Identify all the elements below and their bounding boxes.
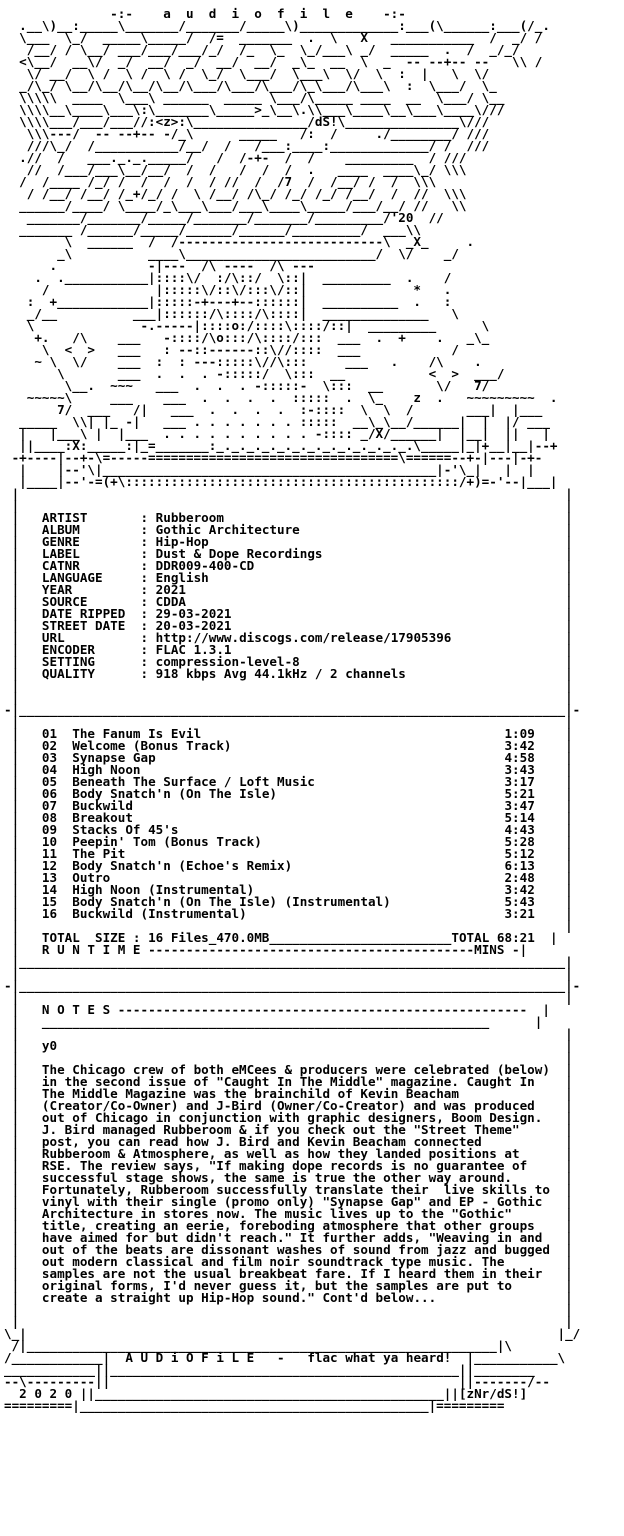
- footer-tagline: flac what ya heard!: [307, 1350, 452, 1365]
- info-label: GENRE: [41, 534, 80, 549]
- info-value-setting: compression-level-8: [155, 654, 300, 669]
- ascii-art-line: _/__ ___|::::::/\::::/\::::| ______________ \: [4, 306, 459, 321]
- info-value-encoder: FLAC 1.3.1: [155, 642, 232, 657]
- track-title: Body Snatch'n (On The Isle): [72, 786, 277, 801]
- info-value-genre: Hip-Hop: [155, 534, 209, 549]
- track-duration: 3:42: [504, 738, 535, 753]
- runtime-label: R U N T I M E: [41, 942, 141, 957]
- track-title: The Pit: [72, 846, 126, 861]
- total-size: 16 Files_470.0MB: [148, 930, 270, 945]
- track-number: 16: [41, 906, 58, 921]
- track-duration: 3:21: [504, 906, 535, 921]
- ascii-art-line: _/\_/ \__/\__/\__/\__/\___/\___/\___/\_\___/\___\ : \___/ \_: [4, 78, 497, 93]
- track-duration: 2:48: [504, 870, 535, 885]
- info-value-street-date: 20-03-2021: [155, 618, 232, 633]
- track-duration: 3:43: [504, 762, 535, 777]
- ascii-art-line: \ ___ . . . -:::::/ \::: __ < > ___/: [4, 366, 505, 381]
- track-number: 08: [41, 810, 58, 825]
- notes-line: create a straight up Hip-Hop sound." Cont'd below...: [41, 1290, 437, 1305]
- ascii-art-line: +. /\ ___ -::::/\o:::/\::::/::: ___ . + . _\_: [4, 330, 490, 345]
- notes-heading: N O T E S: [41, 1002, 111, 1017]
- ascii-art-line: : +____________|:::::-+---+--::::::| __________ . :: [4, 294, 452, 309]
- total-time: 68:21: [496, 930, 535, 945]
- notes-line: Rubberoom & Atmosphere, as well as how they landed positions at: [41, 1146, 520, 1161]
- ascii-art-line: ______/____/ \____/_\___\___/___\____\_____/___/__/ // \\: [4, 198, 467, 213]
- ascii-art-line: _\ ____\_________________________/ \/ _/: [4, 246, 459, 261]
- info-value-year: 2021: [155, 582, 187, 597]
- track-title: Beneath The Surface / Loft Music: [72, 774, 315, 789]
- total-size-label: TOTAL SIZE: [41, 930, 126, 945]
- info-label: SOURCE: [41, 594, 88, 609]
- info-value-source: CDDA: [155, 594, 187, 609]
- info-value-album: Gothic Architecture: [155, 522, 300, 537]
- ascii-art-line: ///\_/ /___________/__/ / /___:____:_____________/ / ///: [4, 138, 490, 153]
- ascii-art-line: / |:::::\/::\/:::\/::| * .: [4, 282, 452, 297]
- track-title: High Noon: [72, 762, 141, 777]
- ascii-art-line: \ ______ / /---------------------------\ _X_ .: [4, 234, 475, 249]
- track-title: Synapse Gap: [72, 750, 156, 765]
- info-value-artist: Rubberoom: [155, 510, 224, 525]
- track-number: 15: [41, 894, 58, 909]
- track-title: Welcome (Bonus Track): [72, 738, 232, 753]
- ascii-art-line: \/ __/ \ / \ / \ / \_/ \___/ \___\ \/ \ : | \ \/: [4, 66, 490, 81]
- track-duration: 6:13: [504, 858, 535, 873]
- track-title: Buckwild (Instrumental): [72, 906, 247, 921]
- ascii-art-line: \\\\__\____\___\:\_______\_____>_\__\.\\___\____\__\___\____\///: [4, 102, 505, 117]
- info-label: DATE RIPPED: [41, 606, 126, 621]
- ascii-art-line: \ < > ___ : --::------::\//:::: ___ /: [4, 342, 459, 357]
- track-duration: 3:17: [504, 774, 535, 789]
- track-duration: 5:21: [504, 786, 535, 801]
- ascii-art-line: ~~~~~\ ___ ___ . . . . ::::: . \_ z . ~~~~~~~~~ .: [4, 390, 558, 405]
- ascii-art-line: <\__/ __\/ _/ __/ _/ __/ __/ _\_ __ \ _ -- --+-- -- \\ /: [4, 54, 543, 69]
- mins-label: MINS: [474, 942, 505, 957]
- track-title: Buckwild: [72, 798, 133, 813]
- track-number: 04: [41, 762, 58, 777]
- notes-line: out of Chicago in conjunction with graphic designers, Boom Design.: [41, 1110, 543, 1125]
- track-number: 02: [41, 738, 58, 753]
- notes-line: in the second issue of "Caught In The Middle" magazine. Caught In: [41, 1074, 535, 1089]
- ascii-art-line: \\\\___/___/___//:<z>:\_______________/dS!\_______________\///: [4, 114, 490, 129]
- notes-line: Fortunately, Rubberoom successfully translate their live skills to: [41, 1182, 550, 1197]
- track-number: 12: [41, 858, 58, 873]
- ascii-art-line: _______/_______/_____/_______/_______/_________/'20 //: [4, 210, 444, 225]
- info-value-label: Dust & Dope Recordings: [155, 546, 323, 561]
- ascii-art-line: _____ \\| |_ -| ___ . . . . . . . ::::: __\_\__/______| | |/ ___: [4, 414, 550, 429]
- info-label: ARTIST: [41, 510, 88, 525]
- ascii-art-line: -+----|--+-\=-----=================================\======--+-|---|-+-: [4, 450, 543, 465]
- ascii-art-line: . -|--- /\ ---- /\ ---: [4, 258, 315, 273]
- ascii-art-line: .// / ___._._._____/ / /-+- / / _________ / ///: [4, 150, 467, 165]
- track-number: 13: [41, 870, 58, 885]
- ascii-art-line: 7/ ___ /| ___ . . . . :-:::: \ \ / ___| |___: [4, 402, 543, 417]
- info-label: CATNR: [41, 558, 80, 573]
- notes-line: The Chicago crew of both eMCees & producers were celebrated (below): [41, 1062, 550, 1077]
- info-label: ALBUM: [41, 522, 80, 537]
- track-duration: 5:43: [504, 894, 535, 909]
- track-title: Body Snatch'n (Echoe's Remix): [72, 858, 293, 873]
- notes-line: The Middle Magazine was the brainchild of Kevin Beacham: [41, 1086, 459, 1101]
- ascii-art-line: \ -.-----|::::o:/::::\::::/::| _________ \: [4, 318, 490, 333]
- track-number: 09: [41, 822, 58, 837]
- notes-line: have aimed for but didn't reach." It further adds, "Weaving in and: [41, 1230, 543, 1245]
- ascii-art-line: \___ \_/ _____\_____/ /= _______ . \ X ___________ / _/ /: [4, 30, 543, 45]
- notes-line: vinyl with their single (promo only) "Synapse Gap" and EP - Gothic: [41, 1194, 543, 1209]
- track-number: 03: [41, 750, 58, 765]
- nfo-text: -:- a u d i o f i l e -:- .__\)__:_____\_______/_______/_____\)_____________:___(\______:___(/_. \___ \_/ _____\_____/ /= _______ . \ X ___________ / _/ / /__/ / \__/ ___/___/___/_/ /_ \_ \_/___\ _/ _____ . / _/_/ <\__/ __\/ _/ __/ _/ __/ __/ _\_ __ \ _ -- --+-- -- \\ / \/ __/ \ / \ / \ / \_/ \___/ \___\ \/ \ : | \ \/ _/\_/ \__/\__/\__/\__/\___/\___/\___/\_\___/\___\ : \___/ \_ \\\\\ ____ \___\ ______ _____ \___/\_____ ____ __ \___/ \__ \\\\__\____\___\:\_______\_____>_\__\.\\___\____\__\___\____\/// \\\\___/___/___//:<z>:\_______________/dS!\_______________\/// \\\---/ -- --+-- -/_\ _____ /: / ./________/ /// ///\_/ /___________/__/ / /___:____:_____________/ / /// .// / ___._._._____/ / /-+- / / _________ / /// // /___/___\__/__/ / / / / / . ____ ____\_/ \\\ / /____ /_/ / / / / / // / /7 / /__/ / / \\\ / /__/ /__/ /_+/_/ / \ /__/ /\_/ /_/ /_/ /__/ / // \\\ ______/____/ \____/_\___\___/___\____\_____/___/__/ // \\ _______/_______/_____/_______/_______/_________/'20 // _______ /______/_____/______/______/_________/ ___\\ \ ______ / /---------------------------\ _X_ . _\ ____\_________________________/ \/ _/ . -|--- /\ ---- /\ --- . .___________|::::\/ :/\::/ \::| _________ . / / |:::::\/::\/:::\/::| * . : +____________|:::::-+---+--::::::| __________ . : _/__ ___|::::::/\::::/\::::| ______________ \ \ -.-----|::::o:/::::\::::/::| _________ \ +. /\ ___ -::::/\o:::/\::::/::: ___ . + . _\_ \ < > ___ : --::------::\//:::: ___ / ~ \ \/ ___ : : ---:::::\//\::: ___ . /\ . \ ___ . . . -:::::/ \::: __ < > ___/ \__. ~~~ ___ . . . -:::::- \::: __ \/ 7/ ~~~~~\ ___ ___ . . . . ::::: . \_ z . ~~~~~~~~~ . 7/ ___ /| ___ . . . . :-:::: \ \ / ___| |___ _____ \\| |_ -| ___ . . . . . . . ::::: __\_\__/______| | |/ ___ | |___\ | |___ . . . . . . . . . . -:::: _/X/______| |__| || | ||____:X:_____:|_=_______:_._._._._._._._._._._._._.\_____|_|+__|__|--+ -+----|--+-\=-----=================================\======--+-|---|-+- | |--'\|____________________________________________|-'\_| | | |____|--'-=(+\::::::::::::::::::::::::::::::::::::::::::::/+)=-'--|___| | | | | | ARTIST : Rubberoom | | ALBUM : Gothic Architecture | | GENRE : Hip-Hop | | LABEL : Dust & Dope Recordings | | CATNR : DDR009-400-CD | | LANGUAGE : English | | YEAR : 2021 | | SOURCE : CDDA | | DATE RIPPED : 29-03-2021 | | STREET DATE : 20-03-2021 | | URL : http://www.discogs.com/release/17905396 | | ENCODER : FLAC 1.3.1 | | SETTING : compression-level-8 | | QUALITY : 918 kbps Avg 44.1kHz / 2 channels | | | | | -|________________________________________________________________________|- | | | 01 The Fanum Is Evil 1:09 | | 02 Welcome (Bonus Track) 3:42 | | 03 Synapse Gap 4:58 | | 04 High Noon 3:43 | | 05 Beneath The Surface / Loft Music 3:17 | | 06 Body Snatch'n (On The Isle) 5:21 | | 07 Buckwild 3:47 | | 08 Breakout 5:14 | | 09 Stacks Of 45's 4:43 | | 10 Peepin' Tom (Bonus Track) 5:28 | | 11 The Pit 5:12 | | 12 Body Snatch'n (Echoe's Remix) 6:13 | | 13 Outro 2:48 | | 14 High Noon (Instrumental) 3:42 | | 15 Body Snatch'n (On The Isle) (Instrumental) 5:43 | | 16 Buckwild (Instrumental) 3:21 | | | | TOTAL SIZE : 16 Files_470.0MB________________________TOTAL 68:21 | | R U N T I M E -------------------------------------------MINS -| |________________________________________________________________________| | | -|________________________________________________________________________|- | | | N O T E S ------------------------------------------------------ | | ___________________________________________________________ | | | | y0 | | | | The Chicago crew of both eMCees & producers were celebrated (below) | | in the second issue of "Caught In The Middle" magazine. Caught In | | The Middle Magazine was the brainchild of Kevin Beacham | | (Creator/Co-Owner) and J-Bird (Owner/Co-Creator) and was produced | | out of Chicago in conjunction with graphic designers, Boom Design. | | J. Bird managed Rubberoom & if you check out the "Street Theme" | | post, you can read how J. Bird and Kevin Beacham connected | | Rubberoom & Atmosphere, as well as how they landed positions at | | RSE. The review says, "If making dope records is no guarantee of | | successful stage shows, the same is true the other way around. | | Fortunately, Rubberoom successfully translate their live skills to | | vinyl with their single (promo only) "Synapse Gap" and EP - Gothic | | Architecture in stores now. The music lives up to the "Gothic" | | title, creating an eerie, foreboding atmosphere that other groups | | have aimed for but didn't reach." It further adds, "Weaving in and | | out of the beats are dissonant washes of sound from jazz and bugged | | out modern classical and film noir soundtrack type music. The | | samples are not the usual breakbeat fare. If I heard them in their | | original forms, I'd never guess it, but the samples are put to | | create a straight up Hip-Hop sound." Cont'd below... | | | | | \_| |_/ /|______________________________________________________________|\ /____________| A U D i O F i L E - flac what ya heard! |___________\ ____________||______________________________________________||________ --\---------|| ||-------/-- 2 0 2 0 ||______________________________________________||[zNr/dS!] =========|______________________________________________|=========: [4, 6, 581, 1413]
- ascii-art-line: \\\\\ ____ \___\ ______ _____ \___/\_____ ____ __ \___/ \__: [4, 90, 505, 105]
- notes-line: post, you can read how J. Bird and Kevin Beacham connected: [41, 1134, 482, 1149]
- notes-line: samples are not the usual breakbeat fare. If I heard them in their: [41, 1266, 543, 1281]
- ascii-art-line: / /____ /_/ / / / / / // / /7 / /__/ / / \\\: [4, 174, 437, 189]
- notes-line: out modern classical and film noir soundtrack type music. The: [41, 1254, 505, 1269]
- footer-year: 2 0 2 0: [19, 1386, 73, 1401]
- track-title: The Fanum Is Evil: [72, 726, 202, 741]
- ascii-art-line: // /___/___\__/__/ / / / / / . ____ ____\_/ \\\: [4, 162, 467, 177]
- track-title: Outro: [72, 870, 111, 885]
- info-label: STREET DATE: [41, 618, 126, 633]
- track-number: 06: [41, 786, 58, 801]
- notes-line: RSE. The review says, "If making dope records is no guarantee of: [41, 1158, 528, 1173]
- track-number: 01: [41, 726, 58, 741]
- ascii-art-line: -:- a u d i o f i l e -:-: [4, 6, 406, 21]
- ascii-art-line: \__. ~~~ ___ . . . -:::::- \::: __ \/ 7/: [4, 378, 490, 393]
- footer-tag: [zNr/dS!]: [458, 1386, 528, 1401]
- notes-line: J. Bird managed Rubberoom & if you check out the "Street Theme": [41, 1122, 520, 1137]
- track-number: 11: [41, 846, 58, 861]
- track-number: 10: [41, 834, 58, 849]
- track-duration: 3:42: [504, 882, 535, 897]
- notes-line: original forms, I'd never guess it, but the samples are put to: [41, 1278, 513, 1293]
- ascii-art-line: \\\---/ -- --+-- -/_\ _____ /: / ./________/ ///: [4, 126, 490, 141]
- info-label: QUALITY: [41, 666, 95, 681]
- track-title: Stacks Of 45's: [72, 822, 179, 837]
- track-number: 14: [41, 882, 58, 897]
- info-label: YEAR: [41, 582, 73, 597]
- footer-brand: A U D i O F i L E: [125, 1350, 255, 1365]
- track-duration: 3:47: [504, 798, 535, 813]
- track-title: Body Snatch'n (On The Isle) (Instrumental): [72, 894, 391, 909]
- info-value-quality: 918 kbps Avg 44.1kHz / 2 channels: [155, 666, 406, 681]
- ascii-art-line: | |___\ | |___ . . . . . . . . . . -:::: _/X/______| |__| || |: [4, 426, 550, 441]
- total-time-label: TOTAL: [451, 930, 490, 945]
- track-duration: 5:12: [504, 846, 535, 861]
- info-value-catnr: DDR009-400-CD: [155, 558, 255, 573]
- info-value-url: http://www.discogs.com/release/17905396: [155, 630, 452, 645]
- info-label: ENCODER: [41, 642, 95, 657]
- ascii-art-line: | |--'\|____________________________________________|-'\_| | |: [4, 462, 535, 477]
- track-title: Peepin' Tom (Bonus Track): [72, 834, 262, 849]
- ascii-art-line: ~ \ \/ ___ : : ---:::::\//\::: ___ . /\ .: [4, 354, 482, 369]
- track-title: Breakout: [72, 810, 133, 825]
- info-value-date-ripped: 29-03-2021: [155, 606, 232, 621]
- notes-line: Architecture in stores now. The music lives up to the "Gothic": [41, 1206, 513, 1221]
- track-duration: 4:43: [504, 822, 535, 837]
- track-duration: 5:28: [504, 834, 535, 849]
- ascii-art-line: _______ /______/_____/______/______/_________/ ___\\: [4, 222, 422, 237]
- ascii-art-line: . .___________|::::\/ :/\::/ \::| _________ . /: [4, 270, 452, 285]
- notes-line: title, creating an eerie, foreboding atmosphere that other groups: [41, 1218, 535, 1233]
- info-value-language: English: [155, 570, 209, 585]
- ascii-art-line: |____|--'-=(+\::::::::::::::::::::::::::::::::::::::::::::/+)=-'--|___|: [4, 474, 558, 489]
- info-label: LANGUAGE: [41, 570, 103, 585]
- track-number: 05: [41, 774, 58, 789]
- notes-line: out of the beats are dissonant washes of sound from jazz and bugged: [41, 1242, 550, 1257]
- ascii-art-line: .__\)__:_____\_______/_______/_____\)_____________:___(\______:___(/_.: [4, 18, 550, 33]
- ascii-art-line: /__/ / \__/ ___/___/___/_/ /_ \_ \_/___\ _/ _____ . / _/_/: [4, 42, 520, 57]
- notes-greeting: y0: [41, 1038, 58, 1053]
- track-duration: 5:14: [504, 810, 535, 825]
- info-label: LABEL: [41, 546, 80, 561]
- track-title: High Noon (Instrumental): [72, 882, 255, 897]
- ascii-art-line: / /__/ /__/ /_+/_/ / \ /__/ /\_/ /_/ /_/ /__/ / // \\\: [4, 186, 467, 201]
- notes-line: (Creator/Co-Owner) and J-Bird (Owner/Co-Creator) and was produced: [41, 1098, 535, 1113]
- notes-line: successful stage shows, the same is true the other way around.: [41, 1170, 513, 1185]
- track-duration: 1:09: [504, 726, 535, 741]
- info-label: SETTING: [41, 654, 95, 669]
- ascii-art-line: ||____:X:_____:|_=_______:_._._._._._._._._._._._._.\_____|_|+__|__|--+: [4, 438, 558, 453]
- info-label: URL: [41, 630, 65, 645]
- track-duration: 4:58: [504, 750, 535, 765]
- track-number: 07: [41, 798, 58, 813]
